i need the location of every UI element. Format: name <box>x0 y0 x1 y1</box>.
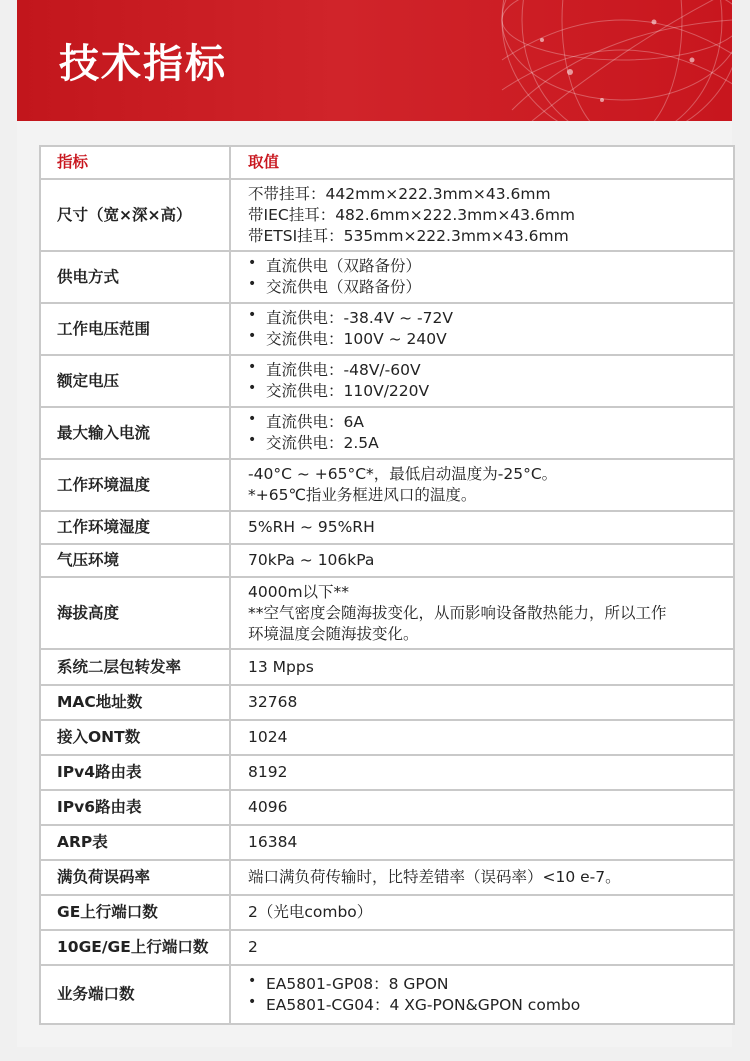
column-header-value: 取值 <box>230 146 734 179</box>
spec-value-line: 带ETSI挂耳：535mm×222.3mm×43.6mm <box>248 226 569 245</box>
spec-key: 接入ONT数 <box>40 720 230 755</box>
table-row <box>40 407 734 459</box>
spec-value-line: 端口满负荷传输时，比特差错率（误码率）<10 e-7。 <box>248 868 621 886</box>
spec-key: 满负荷误码率 <box>40 860 230 895</box>
spec-value <box>230 303 734 355</box>
spec-bullet-item: • 交流供电：110V/220V <box>248 381 725 402</box>
spec-key: ARP表 <box>40 825 230 860</box>
spec-bullet-item: • 直流供电（双路备份） <box>248 256 725 277</box>
spec-value <box>230 511 734 544</box>
table-header-row <box>40 146 734 179</box>
spec-value-line: 不带挂耳：442mm×222.3mm×43.6mm <box>248 184 551 203</box>
spec-key: GE上行端口数 <box>40 895 230 930</box>
table-row <box>40 755 734 790</box>
table-row <box>40 511 734 544</box>
table-row <box>40 179 734 251</box>
spec-bullet-item: • 直流供电：-38.4V ~ -72V <box>248 308 725 329</box>
spec-value <box>230 825 734 860</box>
spec-value-line: **空气密度会随海拔变化，从而影响设备散热能力，所以工作 <box>248 603 667 622</box>
spec-value-line: 环境温度会随海拔变化。 <box>248 624 419 643</box>
spec-value <box>230 720 734 755</box>
spec-value <box>230 355 734 407</box>
spec-key: IPv4路由表 <box>40 755 230 790</box>
table-row <box>40 825 734 860</box>
spec-bullet-item: • EA5801-CG04：4 XG-PON&GPON combo <box>248 995 725 1016</box>
table-row <box>40 720 734 755</box>
spec-value-line: 70kPa ~ 106kPa <box>248 551 375 569</box>
spec-value <box>230 407 734 459</box>
spec-bullet-item: • 交流供电：2.5A <box>248 433 725 454</box>
spec-value <box>230 755 734 790</box>
spec-value <box>230 895 734 930</box>
spec-bullet-item: • 直流供电：-48V/-60V <box>248 360 725 381</box>
table-row <box>40 355 734 407</box>
spec-value-line: 5%RH ~ 95%RH <box>248 518 375 536</box>
spec-value <box>230 860 734 895</box>
spec-value-line: 4000m以下** <box>248 582 350 601</box>
header-banner <box>17 0 732 121</box>
spec-value-line: 8192 <box>248 763 288 781</box>
spec-key: MAC地址数 <box>40 685 230 720</box>
spec-bullet-item: • EA5801-GP08：8 GPON <box>248 974 725 995</box>
table-row <box>40 965 734 1024</box>
spec-key: 尺寸（宽×深×高） <box>40 179 230 251</box>
spec-key: 海拔高度 <box>40 577 230 649</box>
table-row <box>40 685 734 720</box>
spec-key: 系统二层包转发率 <box>40 649 230 685</box>
spec-key: IPv6路由表 <box>40 790 230 825</box>
spec-value <box>230 790 734 825</box>
spec-value-line: -40°C ~ +65°C*，最低启动温度为-25°C。 <box>248 465 558 483</box>
page-title: 技术指标 <box>59 41 227 87</box>
spec-value <box>230 649 734 685</box>
spec-value-line: 2 <box>248 938 258 956</box>
spec-bullet-item: • 交流供电（双路备份） <box>248 277 725 298</box>
globe-decoration-icon <box>392 0 732 121</box>
spec-value-line: 带IEC挂耳：482.6mm×222.3mm×43.6mm <box>248 205 576 224</box>
spec-value-line: 32768 <box>248 693 298 711</box>
spec-value <box>230 544 734 577</box>
table-row <box>40 790 734 825</box>
spec-value <box>230 251 734 303</box>
spec-key: 工作环境湿度 <box>40 511 230 544</box>
spec-value <box>230 459 734 511</box>
spec-value <box>230 685 734 720</box>
spec-value <box>230 179 734 251</box>
table-row <box>40 649 734 685</box>
spec-key: 额定电压 <box>40 355 230 407</box>
spec-key: 业务端口数 <box>40 965 230 1024</box>
spec-value-line: 13 Mpps <box>248 657 314 676</box>
spec-key: 工作电压范围 <box>40 303 230 355</box>
spec-key: 气压环境 <box>40 544 230 577</box>
spec-value <box>230 965 734 1024</box>
spec-key: 10GE/GE上行端口数 <box>40 930 230 965</box>
spec-card <box>17 121 732 1047</box>
table-row <box>40 459 734 511</box>
spec-value <box>230 577 734 649</box>
table-row <box>40 251 734 303</box>
spec-key: 工作环境温度 <box>40 459 230 511</box>
spec-key: 最大输入电流 <box>40 407 230 459</box>
column-header-key: 指标 <box>40 146 230 179</box>
table-row <box>40 895 734 930</box>
spec-value-line: 4096 <box>248 798 288 816</box>
table-row <box>40 860 734 895</box>
spec-value-line: 2（光电combo） <box>248 903 373 921</box>
table-row <box>40 930 734 965</box>
spec-value-line: 1024 <box>248 728 288 746</box>
table-row <box>40 303 734 355</box>
spec-bullet-item: • 直流供电：6A <box>248 412 725 433</box>
spec-value-line: 16384 <box>248 833 298 851</box>
table-row <box>40 577 734 649</box>
table-row <box>40 544 734 577</box>
spec-value <box>230 930 734 965</box>
spec-value-line: *+65℃指业务框进风口的温度。 <box>248 486 477 504</box>
spec-key: 供电方式 <box>40 251 230 303</box>
spec-table <box>39 145 735 1025</box>
spec-bullet-item: • 交流供电：100V ~ 240V <box>248 329 725 350</box>
